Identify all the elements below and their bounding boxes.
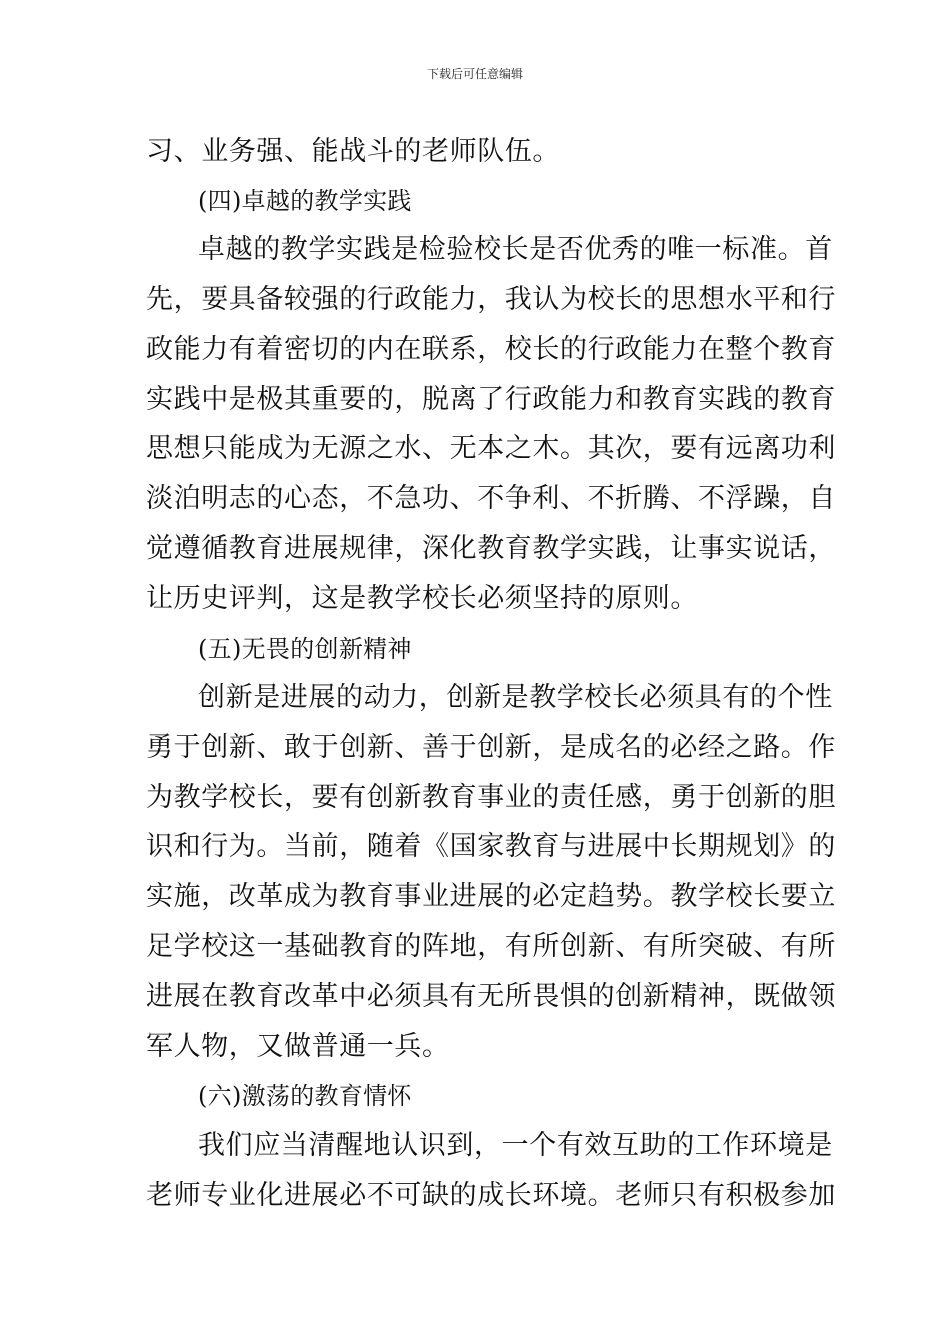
body-line: 足学校这一基础教育的阵地，有所创新、有所突破、有所 bbox=[146, 931, 836, 962]
body-line: 淡泊明志的心态，不急功、不争利、不折腾、不浮躁，自 bbox=[146, 483, 836, 514]
body-line: 习、业务强、能战斗的老师队伍。 bbox=[146, 136, 560, 167]
body-line: 为教学校长，要有创新教育事业的责任感，勇于创新的胆 bbox=[146, 782, 836, 813]
section-heading: (五)无畏的创新精神 bbox=[198, 635, 412, 663]
body-line: 进展在教育改革中必须具有无所畏惧的创新精神，既做领 bbox=[146, 981, 836, 1012]
section-heading: (六)激荡的教育情怀 bbox=[198, 1082, 412, 1110]
body-line: 政能力有着密切的内在联系，校长的行政能力在整个教育 bbox=[146, 334, 836, 365]
body-line: 思想只能成为无源之水、无本之木。其次，要有远离功利 bbox=[146, 433, 836, 464]
paragraph-first-line: 创新是进展的动力，创新是教学校长必须具有的个性 bbox=[198, 682, 833, 713]
body-line: 觉遵循教育进展规律，深化教育教学实践，让事实说话， bbox=[146, 533, 836, 564]
body-line: 老师专业化进展必不可缺的成长环境。老师只有积极参加 bbox=[146, 1180, 836, 1211]
body-line: 让历史评判，这是教学校长必须坚持的原则。 bbox=[146, 583, 698, 614]
paragraph-first-line: 我们应当清醒地认识到，一个有效互助的工作环境是 bbox=[198, 1130, 833, 1161]
body-line: 实践中是极其重要的，脱离了行政能力和教育实践的教育 bbox=[146, 384, 836, 415]
page-header: 下载后可任意编辑 bbox=[426, 67, 523, 81]
body-line: 军人物，又做普通一兵。 bbox=[146, 1031, 450, 1062]
body-line: 先，要具备较强的行政能力，我认为校长的思想水平和行 bbox=[146, 284, 836, 315]
paragraph-first-line: 卓越的教学实践是检验校长是否优秀的唯一标准。首 bbox=[198, 234, 833, 265]
body-line: 识和行为。当前，随着《国家教育与进展中长期规划》的 bbox=[146, 831, 836, 862]
body-line: 实施，改革成为教育事业进展的必定趋势。教学校长要立 bbox=[146, 881, 836, 912]
body-line: 勇于创新、敢于创新、善于创新，是成名的必经之路。作 bbox=[146, 732, 836, 763]
section-heading: (四)卓越的教学实践 bbox=[198, 187, 412, 215]
